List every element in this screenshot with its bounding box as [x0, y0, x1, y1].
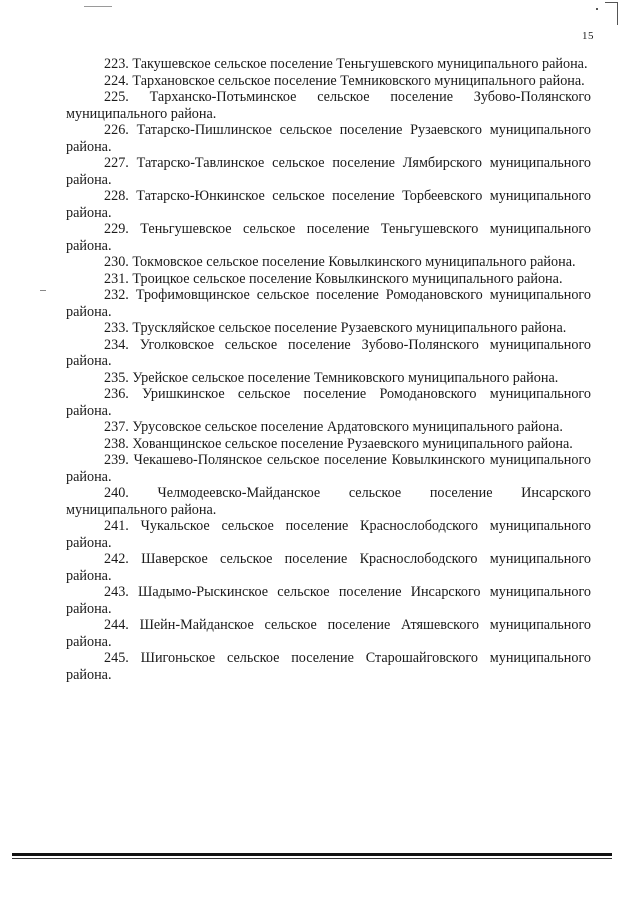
page-number: 15: [582, 30, 594, 42]
bottom-rule: [12, 853, 612, 856]
entry-number: 244.: [104, 617, 129, 633]
entry-text: Чукальское сельское поселение Краснослободского муниципального района.: [66, 518, 592, 551]
entry-number: 231.: [104, 270, 129, 287]
list-item: [66, 56, 591, 73]
entry-number: 233.: [104, 320, 129, 336]
list-item: [66, 584, 591, 617]
entry-text: Шигоньское сельское поселение Старошайговского муниципального района.: [66, 650, 592, 683]
entry-number: 239.: [104, 452, 129, 468]
list-item: [66, 122, 591, 155]
entry-text: Токмовское сельское поселение Ковылкинского муниципального района.: [132, 254, 576, 270]
entry-number: 240.: [104, 485, 129, 501]
list-item: [66, 287, 591, 320]
list-item: [66, 518, 591, 551]
list-item: [66, 436, 591, 453]
list-item: [66, 370, 591, 387]
margin-tick: [40, 290, 46, 291]
list-item: [66, 650, 591, 683]
entry-number: 225.: [104, 89, 129, 105]
list-item: [66, 386, 591, 419]
entry-text: Хованщинское сельское поселение Рузаевского муниципального района.: [132, 435, 573, 452]
bottom-rule-thin: [12, 858, 612, 859]
list-item: [66, 221, 591, 254]
list-item: [66, 320, 591, 337]
entry-number: 235.: [104, 369, 129, 386]
list-item: [66, 271, 591, 288]
entry-text: Урусовское сельское поселение Ардатовского муниципального района.: [132, 419, 563, 435]
entry-text: Шейн-Майданское сельское поселение Атяшевского муниципального района.: [66, 617, 591, 650]
scan-corner-dot: [596, 8, 598, 10]
entry-text: Теньгушевское сельское поселение Теньгушевского муниципального района.: [66, 221, 591, 254]
list-item: [66, 188, 591, 221]
entry-text: Татарско-Тавлинское сельское поселение Лямбирского муниципального района.: [66, 155, 592, 188]
entry-number: 243.: [104, 584, 129, 600]
entry-text: Шадымо-Рыскинское сельское поселение Инсарского муниципального района.: [66, 584, 591, 617]
list-item: [66, 89, 591, 122]
entry-number: 228.: [104, 188, 129, 204]
entry-text: Трускляйское сельское поселение Рузаевского муниципального района.: [132, 320, 567, 336]
entry-text: Тарханско-Потьминское сельское поселение Зубово-Полянского муниципального района.: [66, 89, 591, 122]
entry-number: 234.: [104, 336, 129, 353]
entry-number: 242.: [104, 551, 129, 567]
list-item: [66, 452, 591, 485]
scan-top-mark: [84, 6, 112, 7]
list-item: [66, 485, 591, 518]
entry-text: Тархановское сельское поселение Темниковского муниципального района.: [132, 72, 585, 89]
entry-number: 224.: [104, 72, 129, 89]
list-item: [66, 155, 591, 188]
entry-number: 236.: [104, 386, 129, 402]
list-item: [66, 419, 591, 436]
entry-number: 229.: [104, 221, 129, 237]
entry-text: Татарско-Пишлинское сельское поселение Рузаевского муниципального района.: [66, 122, 592, 155]
entry-text: Чекашево-Полянское сельское поселение Ковылкинского муниципального района.: [66, 452, 592, 485]
entry-number: 223.: [104, 56, 129, 72]
entry-number: 230.: [104, 254, 129, 270]
entry-text: Татарско-Юнкинское сельское поселение Торбеевского муниципального района.: [66, 188, 592, 221]
entry-text: Троицкое сельское поселение Ковылкинского муниципального района.: [132, 270, 563, 287]
entry-number: 232.: [104, 287, 129, 303]
entry-text: Шаверское сельское поселение Краснослободского муниципального района.: [66, 551, 592, 584]
entry-number: 238.: [104, 435, 129, 452]
entry-text: Челмодеевско-Майданское сельское поселение Инсарского муниципального района.: [66, 485, 592, 518]
entry-text: Уришкинское сельское поселение Ромодановского муниципального района.: [66, 386, 591, 419]
list-item: [66, 551, 591, 584]
list-item: [66, 254, 591, 271]
entry-text: Уголковское сельское поселение Зубово-Полянского муниципального района.: [66, 336, 591, 369]
entry-text: Трофимовщинское сельское поселение Ромодановского муниципального района.: [66, 287, 591, 320]
entry-number: 241.: [104, 518, 129, 534]
list-item: [66, 73, 591, 90]
entry-number: 245.: [104, 650, 129, 666]
entry-number: 227.: [104, 155, 129, 171]
list-item: [66, 617, 591, 650]
list-item: [66, 337, 591, 370]
entry-text: Такушевское сельское поселение Теньгушевского муниципального района.: [132, 56, 588, 72]
entry-text: Урейское сельское поселение Темниковского муниципального района.: [132, 369, 559, 386]
entry-number: 237.: [104, 419, 129, 435]
entry-number: 226.: [104, 122, 129, 138]
settlement-list: [66, 56, 591, 683]
scan-corner-mark: [605, 2, 618, 25]
